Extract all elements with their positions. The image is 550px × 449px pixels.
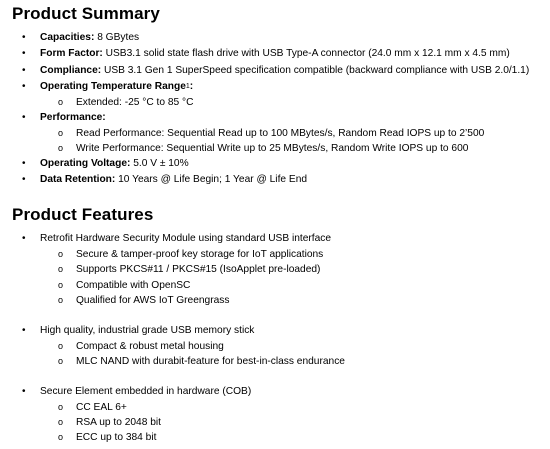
temperature-extended: Extended: -25 °C to 85 °C bbox=[76, 97, 194, 108]
circle-bullet-icon: o bbox=[58, 249, 64, 259]
temperature-extended-item bbox=[58, 96, 193, 109]
feature-item bbox=[58, 294, 229, 307]
circle-bullet-icon: o bbox=[58, 432, 64, 442]
bullet-icon: • bbox=[22, 112, 26, 123]
read-performance: Read Performance: Sequential Read up to 100 MBytes/s, Random Read IOPS up to 2’500 bbox=[76, 128, 485, 139]
feature-item bbox=[58, 431, 156, 444]
bullet-icon: • bbox=[22, 48, 26, 59]
circle-bullet-icon: o bbox=[58, 280, 64, 290]
feature-item-text: Secure & tamper-proof key storage for IoT applications bbox=[76, 249, 324, 260]
circle-bullet-icon: o bbox=[58, 402, 64, 412]
bullet-icon: • bbox=[22, 81, 26, 92]
circle-bullet-icon: o bbox=[58, 97, 64, 107]
circle-bullet-icon: o bbox=[58, 341, 64, 351]
capacities-item bbox=[22, 31, 139, 44]
bullet-icon: • bbox=[22, 65, 26, 76]
bullet-icon: • bbox=[22, 325, 26, 336]
feature-item-text: Compatible with OpenSC bbox=[76, 280, 191, 291]
feature-group-text: High quality, industrial grade USB memory stick bbox=[40, 325, 255, 336]
feature-group bbox=[22, 385, 251, 398]
voltage-label: Operating Voltage: bbox=[40, 158, 131, 169]
circle-bullet-icon: o bbox=[58, 143, 64, 153]
bullet-icon: • bbox=[22, 32, 26, 43]
compliance-label: Compliance: bbox=[40, 65, 102, 76]
feature-item bbox=[58, 279, 190, 292]
form-factor-value: USB3.1 solid state flash drive with USB Type-A connector (24.0 mm x 12.1 mm x 4.5 mm) bbox=[102, 48, 510, 59]
feature-item-text: ECC up to 384 bit bbox=[76, 432, 157, 443]
circle-bullet-icon: o bbox=[58, 295, 64, 305]
feature-item-text: Compact & robust metal housing bbox=[76, 341, 224, 352]
feature-item-text: CC EAL 6+ bbox=[76, 402, 127, 413]
summary-title: Product Summary bbox=[12, 4, 160, 23]
bullet-icon: • bbox=[22, 233, 26, 244]
features-title: Product Features bbox=[12, 205, 154, 224]
feature-item bbox=[58, 340, 224, 353]
bullet-icon: • bbox=[22, 158, 26, 169]
feature-group-text: Retrofit Hardware Security Module using standard USB interface bbox=[40, 233, 332, 244]
feature-item-text: Qualified for AWS IoT Greengrass bbox=[76, 295, 230, 306]
form-factor-label: Form Factor: bbox=[40, 48, 103, 59]
form-factor-item bbox=[22, 47, 510, 60]
feature-group-text: Secure Element embedded in hardware (COB) bbox=[40, 386, 252, 397]
compliance-value: USB 3.1 Gen 1 SuperSpeed specification compatible (backward compliance with USB 2.0/1.1) bbox=[101, 65, 530, 76]
capacities-value: 8 GBytes bbox=[94, 32, 140, 43]
feature-group bbox=[22, 324, 254, 337]
write-performance-item bbox=[58, 142, 468, 155]
performance-item bbox=[22, 111, 106, 124]
retention-item bbox=[22, 173, 307, 186]
feature-group bbox=[22, 232, 331, 245]
read-performance-item bbox=[58, 127, 484, 140]
feature-item bbox=[58, 355, 345, 368]
retention-value: 10 Years @ Life Begin; 1 Year @ Life End bbox=[115, 174, 308, 185]
feature-item bbox=[58, 248, 323, 261]
compliance-item bbox=[22, 64, 529, 77]
circle-bullet-icon: o bbox=[58, 264, 64, 274]
circle-bullet-icon: o bbox=[58, 128, 64, 138]
feature-item-text: MLC NAND with durabit-feature for best-in-class endurance bbox=[76, 356, 345, 367]
temperature-item bbox=[22, 80, 193, 93]
temperature-colon: : bbox=[189, 81, 194, 92]
capacities-label: Capacities: bbox=[40, 32, 95, 43]
feature-item-text: RSA up to 2048 bit bbox=[76, 417, 161, 428]
feature-item-text: Supports PKCS#11 / PKCS#15 (IsoApplet pre-loaded) bbox=[76, 264, 321, 275]
voltage-item bbox=[22, 157, 189, 170]
voltage-value: 5.0 V ± 10% bbox=[130, 158, 189, 169]
retention-label: Data Retention: bbox=[40, 174, 116, 185]
temperature-label: Operating Temperature Range bbox=[40, 81, 186, 92]
bullet-icon: • bbox=[22, 386, 26, 397]
performance-label: Performance: bbox=[40, 112, 106, 123]
bullet-icon: • bbox=[22, 174, 26, 185]
circle-bullet-icon: o bbox=[58, 356, 64, 366]
feature-item bbox=[58, 263, 320, 276]
feature-item bbox=[58, 416, 161, 429]
feature-item bbox=[58, 401, 127, 414]
circle-bullet-icon: o bbox=[58, 417, 64, 427]
write-performance: Write Performance: Sequential Write up to 25 MBytes/s, Random Write IOPS up to 600 bbox=[76, 143, 469, 154]
temperature-footnote: 1 bbox=[185, 83, 190, 90]
